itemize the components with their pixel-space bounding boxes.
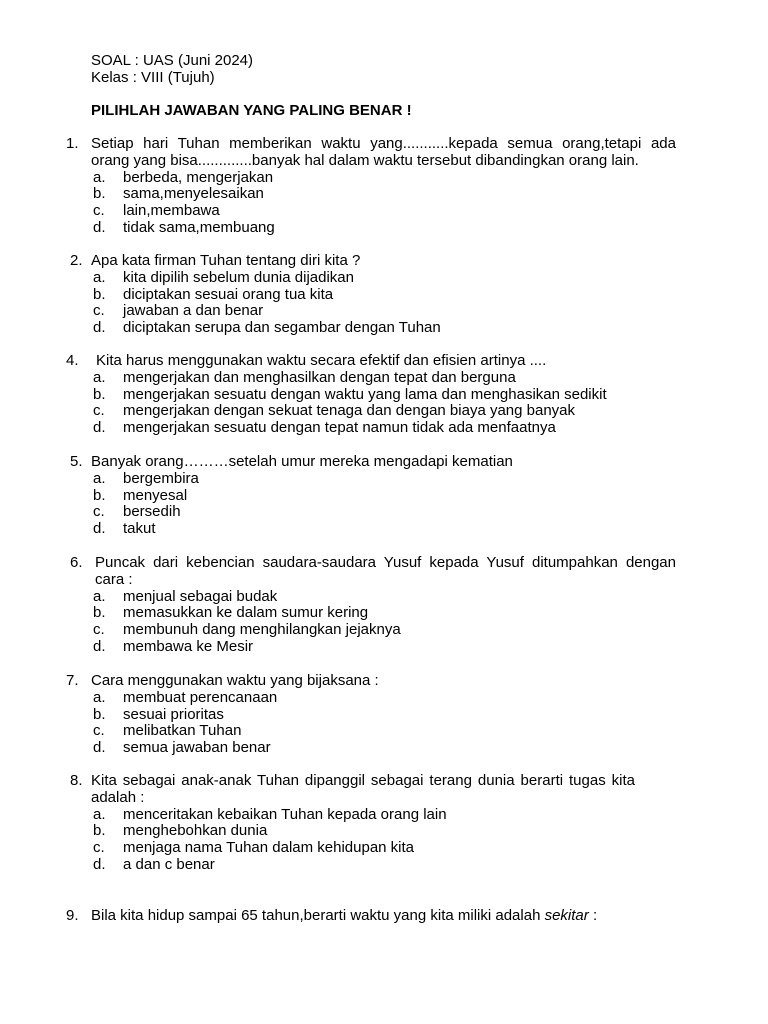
question-4 (66, 353, 676, 437)
option-letter: d. (93, 520, 106, 538)
question-text-end: : (588, 907, 598, 924)
option-letter: c. (93, 302, 105, 320)
option-text: bersedih (123, 503, 181, 521)
option-a (93, 471, 676, 488)
question-text-main: Bila kita hidup sampai 65 tahun,berarti waktu yang kita miliki adalah (91, 907, 541, 924)
option-text: menjaga nama Tuhan dalam kehidupan kita (123, 839, 415, 857)
option-c (93, 403, 676, 420)
option-letter: d. (93, 419, 106, 437)
option-d (93, 320, 676, 337)
option-a (93, 370, 676, 387)
question-5 (70, 454, 676, 538)
question-number: 5. (70, 453, 83, 470)
option-text: lain,membawa (123, 202, 220, 220)
option-a (93, 589, 676, 606)
option-letter: c. (93, 402, 105, 420)
question-number: 1. (66, 135, 79, 152)
option-letter: a. (93, 268, 106, 286)
option-text: memasukkan ke dalam sumur kering (123, 604, 369, 622)
option-text: tidak sama,membuang (123, 218, 275, 236)
option-d (93, 639, 676, 656)
question-text: Setiap hari Tuhan memberikan waktu yang...........kepada semua orang,tetapi ada (91, 135, 676, 152)
question-number: 2. (70, 252, 83, 269)
option-letter: a. (93, 469, 106, 487)
option-letter: a. (93, 805, 106, 823)
option-b (93, 488, 676, 505)
option-text: takut (123, 520, 156, 538)
option-letter: d. (93, 637, 106, 655)
option-letter: a. (93, 368, 106, 386)
option-letter: b. (93, 705, 106, 723)
options-list (93, 270, 676, 337)
option-text: jawaban a dan benar (123, 302, 264, 320)
option-letter: b. (93, 185, 106, 203)
option-letter: c. (93, 621, 105, 639)
option-text: bergembira (123, 469, 199, 487)
option-text: mengerjakan sesuatu dengan waktu yang lama dan menghasikan sedikit (123, 385, 607, 403)
option-text: mengerjakan dengan sekuat tenaga dan dengan biaya yang banyak (123, 402, 576, 420)
question-9 (66, 908, 676, 925)
options-list (93, 370, 676, 437)
option-b (93, 823, 676, 840)
option-d (93, 740, 676, 757)
option-text: berbeda, mengerjakan (123, 168, 274, 186)
question-text: Kita sebagai anak-anak Tuhan dipanggil sebagai terang dunia berarti tugas kita (91, 772, 635, 789)
option-letter: d. (93, 218, 106, 236)
option-b (93, 605, 676, 622)
options-list (93, 690, 676, 757)
question-number: 4. (66, 352, 79, 369)
question-number: 9. (66, 907, 79, 924)
question-1 (66, 136, 676, 237)
option-b (93, 287, 676, 304)
option-letter: b. (93, 385, 106, 403)
question-text-cont: orang yang bisa.............banyak hal dalam waktu tersebut dibandingkan orang lain. (91, 151, 639, 169)
options-list (93, 471, 676, 538)
question-text (91, 908, 597, 925)
option-text: a dan c benar (123, 855, 215, 873)
option-text: sesuai prioritas (123, 705, 224, 723)
option-c (93, 840, 676, 857)
option-letter: b. (93, 604, 106, 622)
options-list (93, 807, 676, 874)
question-number: 7. (66, 672, 79, 689)
instruction-heading: PILIHLAH JAWABAN YANG PALING BENAR ! (91, 102, 412, 119)
option-text: semua jawaban benar (123, 739, 271, 757)
option-text: mengerjakan dan menghasilkan dengan tepat dan berguna (123, 368, 516, 386)
option-letter: a. (93, 688, 106, 706)
option-d (93, 521, 676, 538)
option-text: menjual sebagai budak (123, 587, 278, 605)
option-text: melibatkan Tuhan (123, 722, 242, 740)
option-c (93, 622, 676, 639)
option-letter: d. (93, 855, 106, 873)
question-2 (70, 253, 676, 337)
option-letter: b. (93, 486, 106, 504)
option-letter: b. (93, 822, 106, 840)
question-6 (70, 555, 676, 656)
option-letter: c. (93, 722, 105, 740)
option-b (93, 707, 676, 724)
option-text: mengerjakan sesuatu dengan tepat namun tidak ada menfaatnya (123, 419, 556, 437)
question-text-cont: adalah : (91, 788, 145, 806)
question-text: Apa kata firman Tuhan tentang diri kita ? (91, 252, 361, 269)
option-d (93, 857, 676, 874)
exam-class: Kelas : VIII (Tujuh) (91, 69, 215, 86)
option-text: membawa ke Mesir (123, 637, 254, 655)
option-c (93, 723, 676, 740)
option-letter: c. (93, 503, 105, 521)
option-a (93, 170, 676, 187)
question-8 (70, 773, 676, 874)
question-text: Puncak dari kebencian saudara-saudara Yusuf kepada Yusuf ditumpahkan dengan (95, 554, 676, 571)
option-b (93, 387, 676, 404)
question-text-italic: sekitar (544, 907, 589, 924)
exam-subject: SOAL : UAS (Juni 2024) (91, 52, 254, 69)
option-letter: c. (93, 202, 105, 220)
question-text: Banyak orang………setelah umur mereka mengadapi kematian (91, 453, 513, 470)
options-list (93, 170, 676, 237)
question-number: 6. (70, 554, 83, 571)
option-c (93, 504, 676, 521)
question-text-cont: cara : (95, 570, 133, 588)
option-text: diciptakan sesuai orang tua kita (123, 285, 334, 303)
option-letter: b. (93, 285, 106, 303)
option-a (93, 807, 676, 824)
option-a (93, 270, 676, 287)
option-c (93, 203, 676, 220)
option-text: menyesal (123, 486, 188, 504)
option-text: kita dipilih sebelum dunia dijadikan (123, 268, 354, 286)
question-7 (66, 673, 676, 757)
question-text: Cara menggunakan waktu yang bijaksana : (91, 672, 379, 689)
option-letter: c. (93, 839, 105, 857)
options-list (93, 589, 676, 656)
option-text: membunuh dang menghilangkan jejaknya (123, 621, 401, 639)
option-letter: a. (93, 168, 106, 186)
option-letter: a. (93, 587, 106, 605)
option-b (93, 186, 676, 203)
option-a (93, 690, 676, 707)
option-text: menceritakan kebaikan Tuhan kepada orang lain (123, 805, 447, 823)
question-number: 8. (70, 772, 83, 789)
option-text: sama,menyelesaikan (123, 185, 264, 203)
option-d (93, 220, 676, 237)
option-text: diciptakan serupa dan segambar dengan Tuhan (123, 319, 441, 337)
option-d (93, 420, 676, 437)
option-letter: d. (93, 319, 106, 337)
question-text: Kita harus menggunakan waktu secara efektif dan efisien artinya .... (96, 352, 547, 369)
option-text: membuat perencanaan (123, 688, 278, 706)
option-letter: d. (93, 739, 106, 757)
option-c (93, 303, 676, 320)
option-text: menghebohkan dunia (123, 822, 268, 840)
